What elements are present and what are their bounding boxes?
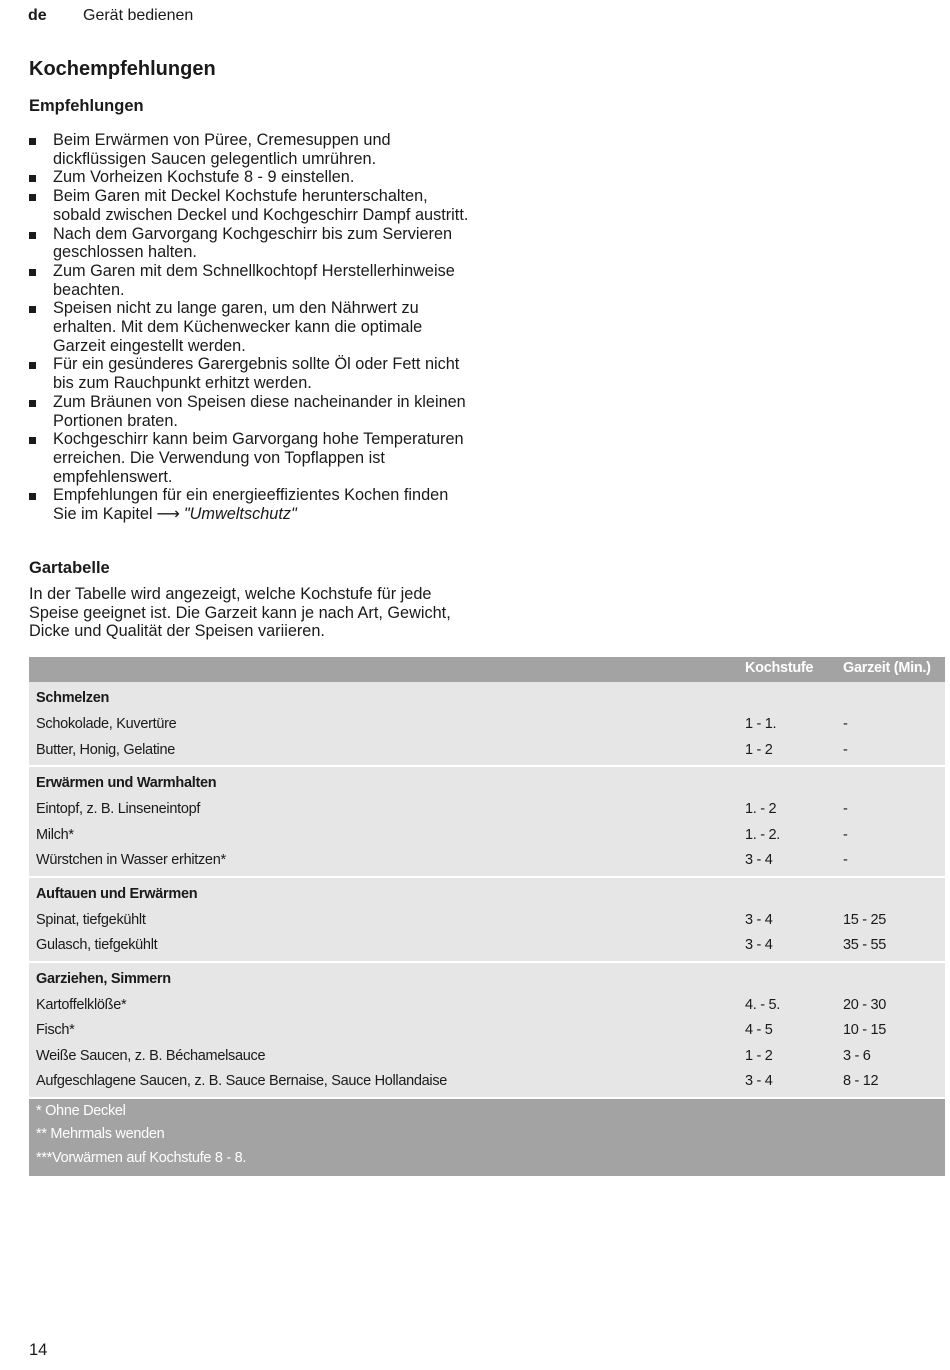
list-item: Kochgeschirr kann beim Garvorgang hohe Temperaturen erreichen. Die Verwendung von Topflappen ist empfehlenswert.: [29, 430, 469, 486]
group-title: Schmelzen: [36, 690, 110, 706]
table-row: Butter, Honig, Gelatine 1 - 2 -: [36, 741, 848, 758]
bullet-icon: [29, 138, 36, 145]
list-item: Nach dem Garvorgang Kochgeschirr bis zum Servieren geschlossen halten.: [29, 225, 469, 262]
list-item: Zum Bräunen von Speisen diese nacheinander in kleinen Portionen braten.: [29, 393, 469, 430]
table-group-simmering: [29, 963, 945, 1099]
table-row: Schokolade, Kuvertüre 1 - 1. -: [36, 716, 848, 732]
page-header: [28, 7, 193, 25]
table-row: Fisch* 4 - 5 10 - 15: [36, 1022, 887, 1038]
group-title: Auftauen und Erwärmen: [36, 885, 198, 902]
table-row: Weiße Saucen, z. B. Béchamelsauce 1 - 2 3 - 6: [36, 1047, 871, 1064]
cooking-table-title: Gartabelle: [29, 559, 110, 577]
section-title: Kochempfehlungen: [29, 58, 216, 80]
recommendations-title: Empfehlungen: [29, 97, 144, 115]
list-item: Beim Garen mit Deckel Kochstufe herunterschalten, sobald zwischen Deckel und Kochgeschirr Dampf austritt.: [29, 187, 469, 224]
column-header-level: Kochstufe: [745, 660, 814, 676]
table-row: Milch* 1. - 2. -: [36, 826, 848, 843]
cooking-table-intro: In der Tabelle wird angezeigt, welche Kochstufe für jede Speise geeignet ist. Die Garzeit kann je nach Art, Gewicht, Dicke und Qualität der Speisen variieren.: [29, 585, 451, 641]
column-header-time: Garzeit (Min.): [843, 660, 931, 676]
table-group-warming: [29, 767, 945, 878]
bullet-icon: [29, 232, 36, 239]
table-group-melting: [29, 682, 945, 767]
cooking-table: [29, 657, 945, 1176]
bullet-icon: [29, 400, 36, 407]
table-row: Gulasch, tiefgekühlt 3 - 4 35 - 55: [36, 937, 887, 953]
list-item: Zum Garen mit dem Schnellkochtopf Herstellerhinweise beachten.: [29, 262, 469, 299]
list-item: Beim Erwärmen von Püree, Cremesuppen und dickflüssigen Saucen gelegentlich umrühren.: [29, 131, 469, 168]
footnote: ***Vorwärmen auf Kochstufe 8 - 8.: [36, 1149, 247, 1166]
bullet-icon: [29, 194, 36, 201]
group-title: Erwärmen und Warmhalten: [36, 775, 217, 791]
chapter-title: Gerät bedienen: [83, 7, 194, 24]
bullet-icon: [29, 269, 36, 276]
table-row: Aufgeschlagene Saucen, z. B. Sauce Bernaise, Sauce Hollandaise 3 - 4 8 - 12: [36, 1073, 879, 1089]
list-item: Empfehlungen für ein energieeffizientes Kochen finden Sie im Kapitel ⟶ "Umweltschutz": [29, 486, 469, 523]
list-item: Speisen nicht zu lange garen, um den Nährwert zu erhalten. Mit dem Küchenwecker kann die optimale Garzeit eingestellt werden.: [29, 299, 469, 355]
bullet-icon: [29, 175, 36, 182]
page-number: 14: [29, 1341, 48, 1359]
group-title: Garziehen, Simmern: [36, 970, 171, 987]
list-item: Für ein gesünderes Garergebnis sollte Öl oder Fett nicht bis zum Rauchpunkt erhitzt werden.: [29, 355, 469, 392]
table-row: Spinat, tiefgekühlt 3 - 4 15 - 25: [36, 911, 887, 928]
chapter-reference-link[interactable]: "Umweltschutz": [183, 505, 297, 524]
footnote: * Ohne Deckel: [36, 1102, 126, 1119]
table-row: Würstchen in Wasser erhitzen* 3 - 4 -: [36, 852, 848, 868]
recommendations-list: [29, 131, 469, 524]
table-header: [29, 657, 945, 682]
arrow-right-icon: ⟶: [156, 505, 180, 524]
bullet-icon: [29, 493, 36, 500]
bullet-icon: [29, 437, 36, 444]
table-row: Eintopf, z. B. Linseneintopf 1. - 2 -: [36, 801, 848, 817]
bullet-icon: [29, 362, 36, 369]
list-item: Zum Vorheizen Kochstufe 8 - 9 einstellen.: [29, 168, 469, 187]
footnote: ** Mehrmals wenden: [36, 1126, 165, 1142]
bullet-icon: [29, 306, 36, 313]
table-group-thawing: [29, 878, 945, 963]
language-tag: de: [28, 7, 47, 24]
table-row: Kartoffelklöße* 4. - 5. 20 - 30: [36, 996, 887, 1013]
table-footnotes: [29, 1099, 945, 1177]
